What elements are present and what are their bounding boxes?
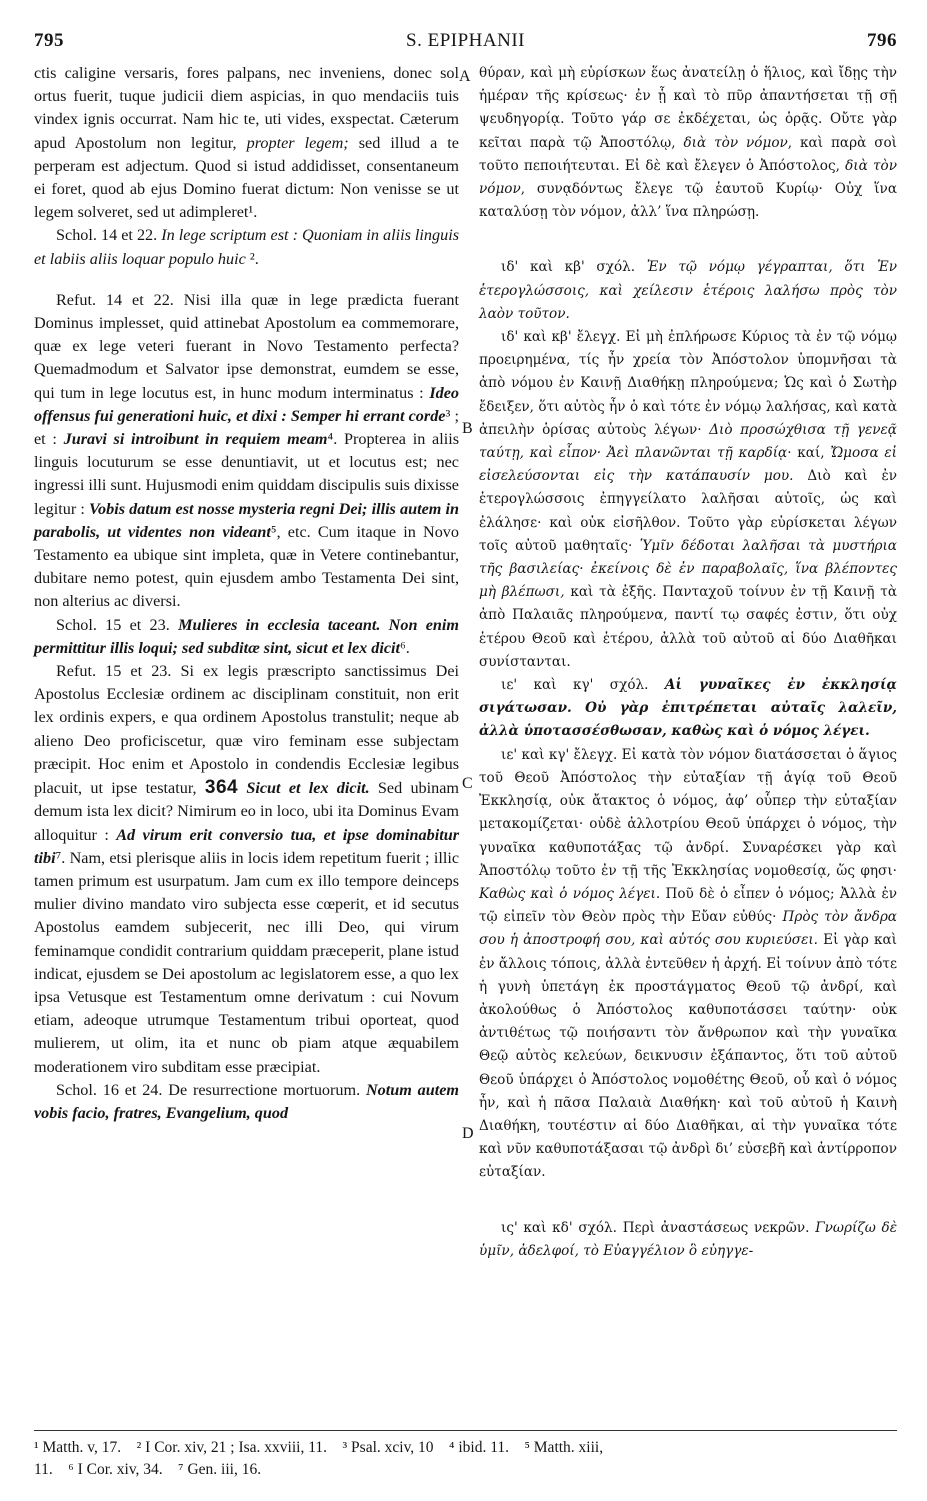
latin-italic: Ideo offensus fui generationi huic, et dixi : Semper hi errant corde <box>34 383 459 425</box>
latin-scholion <box>34 224 459 270</box>
latin-paragraph: ctis caligine versaris, fores palpans, nec inveniens, donec sol ortus fuerit, tuque judicii diem aspicias, in quo mendaciis tuis vindex ignis occurrat. Nam hic te, uti vides, exspectat. Cæterum apud Apostolum non legitur, propter legem; sed illud a te perperam est adjectum. Quod si istud addidisset, consentaneum ei foret, quod ab ejus Domino fuerat dictum: Non venisse se ut legem solveret, sed ut adimpleret¹. <box>34 64 459 222</box>
scholion-label: ις' καὶ κδ' σχόλ. Περὶ ἀναστάσεως νεκρῶν. <box>501 1219 816 1236</box>
scholion-label: Schol. 16 et 24. <box>56 1080 163 1099</box>
footnote-line: ¹ Matth. v, 17. ² I Cor. xiv, 21 ; Isa. xxviii, 11. ³ Psal. xciv, 10 ⁴ ibid. 11. ⁵ Matth. xiii, <box>34 1439 604 1456</box>
latin-refutation <box>34 660 459 1079</box>
latin-text: . Propterea in aliis linguis locuturum se esse denuntiavit, ut et locutus est; nec ingressi illi sunt. Hujusmodi enim quiddam discipulis suis dixisse legitur : <box>34 430 459 518</box>
greek-italic: Πρὸς τὸν ἄνδρα σου ἡ ἀποστροφή σου, καὶ αὐτός σου κυριεύσει. <box>479 909 897 949</box>
scholion-text: Γνωρίζω δὲ ὑμῖν, ἀδελφοί, τὸ Εὐαγγέλιον ὃ εὐηγγε- <box>479 1219 897 1259</box>
greek-text: Εἰ γὰρ καὶ ἐν ἄλλοις τόποις, ἀλλὰ ἐντεῦθεν ἡ ἀρχή. Εἰ τοίνυν ἀπὸ τότε ἡ γυνὴ ὑπετάγη ἐκ προστάγματος Θεοῦ τῷ ἀνδρί, καὶ ἀκολούθως ὁ Ἀπόστολος καθυποτάσσει ταύτην· οὐκ ἀντιθέτως τῷ ποιήσαντι τὸν ἄνθρωπον καὶ τὴν γυναῖκα Θεῷ αὐτὸς κελεύων, δεικνυσιν ἐξάπαντος, ὅτι τοῦ αὐτοῦ Θεοῦ ὑπάρχει ὁ Ἀπόστολος νομοθέτης Θεοῦ, οὗ καὶ ὁ νόμος ἦν, καὶ ἡ πᾶσα Παλαιὰ Διαθήκη· καὶ τοῦ αὐτοῦ ἡ Καινὴ Διαθήκη, τουτέστιν αἱ δύο Διαθῆκαι, αἱ τὴν γυναῖκα τότε καὶ νῦν καθυποτάξασαι τῷ ἀνδρὶ δι’ εὐσεβῆ καὶ ἀντίρροπον εὐταξίαν. <box>479 932 897 1181</box>
scholion-text: Mulieres in ecclesia taceant. Non enim permittitur illis loqui; sed subditæ sint, sicut et lex dicit <box>34 615 459 657</box>
latin-scholion <box>34 1079 459 1125</box>
section-marker-d: D <box>462 1125 474 1142</box>
latin-italic: Sicut et lex dicit. <box>238 779 370 798</box>
scholion-text: Αἱ γυναῖκες ἐν ἐκκλησίᾳ σιγάτωσαν. Οὐ γὰρ ἐπιτρέπεται αὐταῖς λαλεῖν, ἀλλὰ ὑποτασσέσθωσαν, καθὼς καὶ ὁ νόμος λέγει. <box>479 677 897 740</box>
greek-italic: Ὤμοσα εἰ εἰσελεύσονται εἰς τὴν κατάπαυσίν μου. <box>479 445 897 485</box>
greek-text: · καί, <box>787 445 831 462</box>
greek-italic: διὰ τὸν νόμον <box>479 157 898 198</box>
latin-text: Refut. 15 et 23. Si ex legis præscripto sanctissimus Dei Apostolus Ecclesiæ ordinem ac disciplinam constituit, non erit lex ordinis expers, e qua ordinem Apostolus transtulit; neque ab alieno Deo proficiscetur, quæ viro feminam esse subjectam præcipit. Hoc enim et Apostolo in condendis Ecclesiæ legibus placuit, ut ipse testatur, <box>34 662 459 798</box>
section-marker-a: A <box>459 68 471 85</box>
latin-text: Refut. 14 et 22. Nisi illa quæ in lege prædicta fuerant Dominus implesset, quid attinebat Apostolum ea commemorare, quæ ex lege veteri fuerant in Novo Testamento perfecta? Quemadmodum et Salvator ipse demonstrat, eumdem se esse, qui tum in lege locutus est, in hunc modum interminatus : <box>34 290 459 402</box>
page-header <box>34 30 897 60</box>
section-marker-c: C <box>462 775 473 792</box>
latin-text: Sed ubinam demum ista lex dicit? Nimirum eo in loco, ubi ita Dominus Evam alloquitur : <box>34 779 459 844</box>
greek-italic: Ὑμῖν δέδοται λαλῆσαι τὰ μυστήρια τῆς βασιλείας· ἐκείνοις δὲ ἐν παραβολαῖς, ἵνα βλέποντες μὴ βλέπωσι, <box>479 537 897 601</box>
latin-text: , etc. Cum itaque in Novo Testamento ea ubique sint impleta, quæ in Vetere continebantur, dubitare nemo potest, quin ejusdem ambo Testamenta Dei sint, non alterius ac diversi. <box>34 522 459 611</box>
greek-italic: Διὸ προσώχθισα τῇ γενεᾷ ταύτῃ, καὶ εἶπον· Ἀεὶ πλανῶνται τῇ καρδίᾳ <box>479 421 897 462</box>
greek-text: , καὶ παρὰ σοὶ τοῦτο πεποιήτευται. Εἰ δὲ καὶ ἔλεγεν ὁ Ἀπόστολος, <box>479 134 898 174</box>
scholion-text: In lege scriptum est : Quoniam in aliis linguis et labiis aliis loquar populo huic <box>34 226 459 268</box>
greek-elenchus <box>479 744 897 1185</box>
footnote-ref: ². <box>249 249 259 268</box>
footnote-line: 11. ⁶ I Cor. xiv, 34. ⁷ Gen. iii, 16. <box>34 1461 262 1478</box>
footnote-ref: ⁷ <box>55 848 62 867</box>
page-number-left: 795 <box>34 30 64 51</box>
greek-text: ιε' καὶ κγ' ἔλεγχ. Εἰ κατὰ τὸν νόμον διατάσσεται ὁ ἅγιος τοῦ Θεοῦ Ἀπόστολος τὴν εὐταξίαν τῇ ἁγίᾳ τοῦ Θεοῦ Ἐκκλησίᾳ, οὐκ ἄτακτος ὁ νόμος, ἀφ’ οὗπερ τὴν εὐταξίαν μετακομίζεται· οὐδὲ ἀλλοτρίου Θεοῦ ὑπάρχει ὁ νόμος, τὴν γυναῖκα καθυποτάξας τῷ ἀνδρί. Συναρέσκει γὰρ καὶ Ἀποστόλῳ τοῦτο ἐν τῇ τῆς Ἐκκλησίας νομοθεσίᾳ, ὥς φησι· <box>479 746 897 879</box>
latin-italic: Juravi si introibunt in requiem meam <box>63 430 328 449</box>
latin-refutation <box>34 289 459 614</box>
latin-text: ; et : <box>34 406 459 449</box>
latin-italic: Ad virum erit conversio tua, et ipse dominabitur tibi <box>34 825 460 867</box>
latin-text: ctis caligine versaris, fores palpans, nec inveniens, donec sol ortus fuerit, tuque judicii diem aspicias, in quo mendaciis tuis vindex ignis occurrat. Nam hic te, uti vides, exspectat. Cæterum apud Apostolum non legitur, <box>34 64 459 152</box>
footnote-ref: ⁴ <box>327 430 334 449</box>
greek-text: ιδ' καὶ κβ' ἔλεγχ. Εἰ μὴ ἐπλήρωσε Κύριος τὰ ἐν τῷ νόμῳ προειρημένα, τίς ἦν χρεία τὸν Ἀπόστολον ὑπομνῆσαι τὰ ἀπὸ νόμου ἐν Καινῇ Διαθήκῃ πληρούμενα; Ὡς καὶ ὁ Σωτὴρ ἔδειξεν, ὅτι αὐτὸς ἦν ὁ καὶ τότε ἐν νόμῳ λαλήσας, καὶ κατὰ ἀπειλὴν ὁρίσας αὐτοὺς λέγων· <box>479 329 897 438</box>
footnote-ref: ⁶. <box>400 638 410 657</box>
scholion-label: ιδ' καὶ κβ' σχόλ. <box>501 259 647 276</box>
scholion-label: Schol. 14 et 22. <box>56 226 158 245</box>
scholion-text: De resurrectione mortuorum. <box>162 1080 366 1099</box>
latin-column <box>34 62 459 1125</box>
latin-italic: propter legem; <box>246 133 349 152</box>
greek-scholion <box>479 256 897 326</box>
greek-column <box>479 62 897 1263</box>
scholion-label: ιε' καὶ κγ' σχόλ. <box>501 677 665 694</box>
latin-italic: Notum autem vobis facio, fratres, Evangelium, quod <box>34 1080 459 1122</box>
greek-text: θύραν, καὶ μὴ εὑρίσκων ἕως ἀνατείλῃ ὁ ἥλιος, καὶ ἴδῃς τὴν ἡμέραν τῆς κρίσεως· ἐν ᾗ καὶ τὸ πῦρ ἀπαντήσεται τῇ σῇ ψευδηγορίᾳ. Τοῦτο γάρ σε ἐκδέχεται, ὡς ὁρᾷς. Οὔτε γὰρ κεῖται παρὰ τῷ Ἀποστόλῳ, <box>479 65 897 151</box>
footnotes <box>34 1430 897 1481</box>
greek-paragraph <box>479 62 897 224</box>
greek-text: καὶ τὰ ἑξῆς. Πανταχοῦ τοίνυν ἐν τῇ Καινῇ τὰ ἀπὸ Παλαιᾶς πληρούμενα, παντί τῳ σαφές ἐστιν, ὅτι οὐχ ἑτέρου Θεοῦ καὶ ἑτέρου, ἀλλὰ τοῦ αὐτοῦ αἱ δύο Διαθῆκαι συνίστανται. <box>479 584 897 670</box>
latin-scholion <box>34 614 459 660</box>
greek-scholion <box>479 1217 897 1263</box>
greek-italic: διὰ τὸν νόμον <box>683 134 788 151</box>
greek-text: Διὸ καὶ ἐν ἑτερογλώσσοις ἐπηγγείλατο λαλῆσαι αὐτοῖς, ὡς καὶ ἐλάλησε· καὶ οὐκ εἰσῆλθον. Τοῦτο γὰρ εὑρίσκεται λέγων τοῖς αὐτοῦ μαθηταῖς· <box>479 468 898 554</box>
greek-italic: Καθὼς καὶ ὁ νόμος λέγει. <box>479 885 661 902</box>
footnote-ref: ⁵ <box>270 522 277 541</box>
greek-elenchus <box>479 326 897 674</box>
greek-scholion <box>479 674 897 744</box>
column-stamp-number: 364 <box>204 777 239 799</box>
footnote-ref: ¹ <box>248 203 254 222</box>
latin-text: sed illud a te perperam est adjectum. Quod si istud addidisset, consentaneum ei foret, quod ab ejus Domino fuerat dictum: Non venisse se ut legem solveret, sed ut adimpleret <box>34 133 459 222</box>
page-number-right: 796 <box>867 30 897 51</box>
section-marker-b: B <box>462 420 473 437</box>
greek-text: Ποῦ δὲ ὁ εἶπεν ὁ νόμος; Ἀλλὰ ἐν τῷ εἰπεῖν τὸν Θεὸν πρὸς τὴν Εὔαν εὐθύς· <box>479 885 897 926</box>
running-title: S. EPIPHANII <box>406 30 525 51</box>
latin-text: . Nam, etsi plerisque aliis in locis idem repetitum fuerit ; illic tamen primum est usurpatum. Jam cum ex illo tempore deinceps mulier divino mandato viro subjecta esse cœperit, et id secutus Apostolus eamdem subjecerit, nec illi Deo, qui virum feminamque condidit contrarium quiddam præceperit, plane istud indicat, ejusdem se Dei apostolum ac legislatorem esse, a quo lex ipsa Vetusque est Testamentum omne derivatum : cui Novum etiam, adeoque utrumque Testamentum tribui oporteat, quod mulierem, ut olim, ita et nunc ob piam atque æquabilem moderationem viro subditam esse præcipiat. <box>34 848 459 1076</box>
scholion-label: Schol. 15 et 23. <box>56 615 170 634</box>
scholion-text: Ἐν τῷ νόμῳ γέγραπται, ὅτι Ἐν ἑτερογλώσσοις, καὶ χείλεσιν ἑτέροις λαλήσω πρὸς τὸν λαὸν τοῦτον. <box>479 259 897 322</box>
greek-text: , συνᾳδόντως ἔλεγε τῷ ἑαυτοῦ Κυρίῳ· Οὐχ ἵνα καταλύσῃ τὸν νόμον, ἀλλ’ ἵνα πληρώσῃ. <box>479 181 897 221</box>
footnote-ref: ³ <box>445 406 451 425</box>
latin-italic: Vobis datum est nosse mysteria regni Dei; illis autem in parabolis, ut videntes non videant <box>34 499 459 541</box>
